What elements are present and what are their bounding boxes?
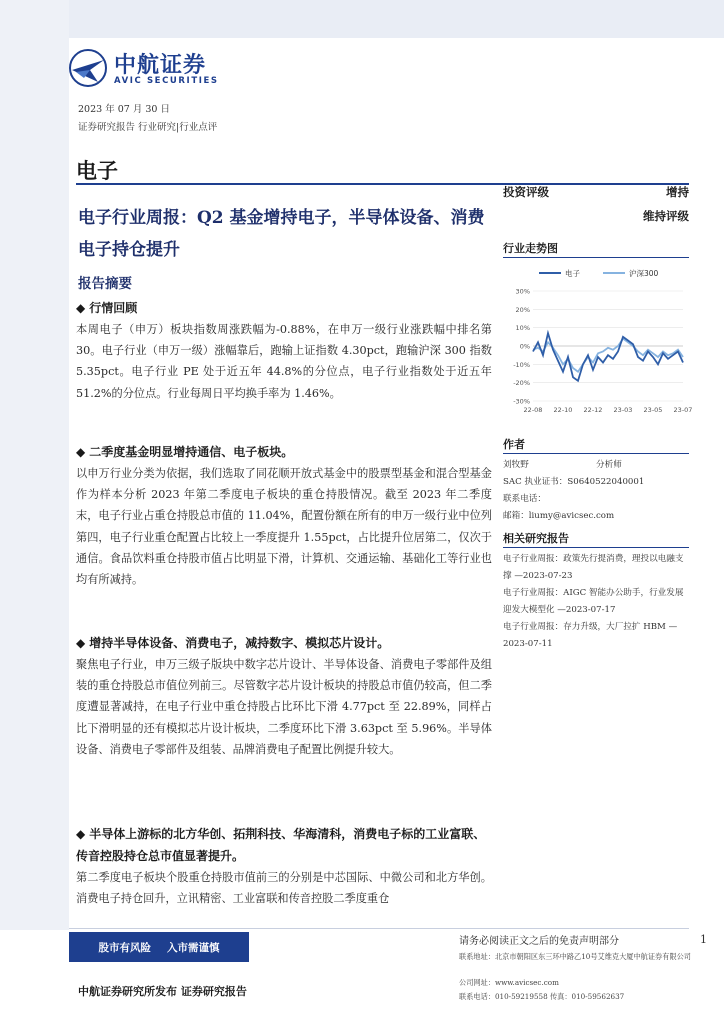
y-tick-label: 30% [515, 287, 530, 296]
y-tick-label: 20% [515, 305, 530, 314]
author-divider [503, 453, 689, 454]
caution-tag: 入市需谨慎 [167, 941, 220, 954]
bullet-text: 二季度基金明显增持通信、电子板块。 [89, 445, 294, 459]
author-name: 刘牧野 [503, 460, 529, 470]
avic-logo-icon [68, 48, 108, 88]
related-report-item[interactable]: 电子行业周报：AIGC 智能办公助手，行业发展迎发大模型化 —2023-07-17 [503, 588, 684, 615]
y-tick-label: 0% [519, 342, 530, 351]
left-margin-bottom [0, 930, 69, 1024]
rating-label: 投资评级 [503, 185, 549, 199]
publisher-footer: 中航证券研究所发布 证券研究报告 [78, 985, 247, 998]
section-bullet [76, 632, 492, 654]
related-title: 相关研究报告 [503, 532, 569, 545]
diamond-icon: ◆ [76, 827, 86, 841]
section-subsector-changes [76, 632, 492, 760]
trend-divider [503, 257, 689, 258]
y-tick-label: -10% [513, 360, 530, 369]
y-tick-label: 10% [515, 324, 530, 333]
section-bullet [76, 823, 492, 867]
chart-legend [539, 268, 659, 278]
section-bullet [76, 297, 492, 319]
left-margin-band [0, 0, 69, 1024]
abstract-heading: 报告摘要 [78, 276, 132, 292]
y-tick-label: -20% [513, 379, 530, 388]
trend-chart [503, 263, 693, 423]
section-paragraph: 聚焦电子行业，申万三级子版块中数字芯片设计、半导体设备、消费电子零部件及组装的重仓持股总市值位列前三。尽管数字芯片设计板块的持股总市值仍较高，但二季度遭显著减持，在电子行业中重仓持股占比环比下滑 4.77pct 至 22.89%，同样占比下滑明显的还有模拟芯片设计板块，二季度环比下滑 3.63pct 至 5.96%。半导体设备、消费电子零部件及组装、品牌消费电子配置比例提升较大。 [76, 658, 492, 756]
sector-heading: 电子 [76, 158, 118, 183]
contact-address: 联系地址：北京市朝阳区东三环中路乙10号艾维克大厦中航证券有限公司 [459, 952, 691, 961]
section-paragraph: 本周电子（申万）板块指数周涨跌幅为-0.88%，在申万一级行业涨跌幅中排名第 30。电子行业（申万一级）涨幅靠后，跑输上证指数 4.30pct，跑输沪深 300 指数 5.35pct。电子行业 PE 处于近五年 44.8%的分位点，电子行业指数处于近五年 51.2%的分位点。行业每周日平均换手率为 1.46%。 [76, 323, 492, 400]
x-tick-label: 22-12 [583, 406, 603, 414]
bullet-text: 半导体上游标的北方华创、拓荆科技、华海清科，消费电子标的工业富联、传音控股持仓总市值显著提升。 [76, 827, 486, 863]
rating-maintained: 维持评级 [643, 209, 689, 223]
trend-chart-svg [503, 263, 693, 423]
trend-chart-title: 行业走势图 [503, 242, 558, 255]
legend-label-csi300: 沪深300 [629, 269, 659, 278]
sector-divider [76, 183, 689, 185]
company-logo [68, 48, 238, 90]
section-top-stocks [76, 823, 492, 909]
report-title: 电子行业周报：Q2 基金增持电子，半导体设备、消费电子持仓提升 [78, 208, 485, 260]
author-role: 分析师 [596, 460, 622, 470]
diamond-icon: ◆ [76, 301, 86, 315]
report-date: 2023 年 07 月 30 日 [78, 104, 170, 115]
company-website[interactable]: 公司网址：www.avicsec.com [459, 978, 559, 987]
top-header-band [69, 0, 724, 38]
section-fund-holdings [76, 441, 492, 590]
section-bullet [76, 441, 492, 463]
diamond-icon: ◆ [76, 445, 86, 459]
author-phone: 联系电话： [503, 494, 546, 504]
related-divider [503, 547, 689, 548]
author-title: 作者 [503, 438, 525, 451]
author-email[interactable]: 邮箱：liumy@avicsec.com [503, 511, 615, 521]
diamond-icon: ◆ [76, 636, 86, 650]
x-tick-label: 23-03 [613, 406, 633, 414]
x-tick-label: 23-07 [673, 406, 693, 414]
section-paragraph: 以申万行业分类为依据，我们选取了同花顺开放式基金中的股票型基金和混合型基金作为样本分析 2023 年第二季度电子板块的重仓持股情况。截至 2023 年二季度末，电子行业占重仓持股总市值的 11.04%，配置份额在所有的申万一级行业中位列第四，电子行业重仓配置占比较上一季度提升 1.55pct，占比提升位居第二，仅次于通信。食品饮料重仓持股市值占比明显下滑，计算机、交通运输、基础化工等行业也均有所减持。 [76, 467, 492, 587]
logo-english-text: AVIC SECURITIES [114, 76, 219, 86]
section-market-review [76, 297, 492, 404]
disclaimer-text: 请务必阅读正文之后的免责声明部分 [459, 936, 619, 947]
x-tick-label: 22-10 [553, 406, 573, 414]
bullet-text: 增持半导体设备、消费电子，减持数字、模拟芯片设计。 [89, 636, 390, 650]
rating-value: 增持 [666, 185, 689, 199]
risk-warning-bar [69, 932, 249, 962]
series-line-electronics [533, 333, 683, 381]
contact-phone-fax: 联系电话：010-59219558 传真：010-59562637 [459, 992, 625, 1001]
report-type: 证券研究报告 行业研究|行业点评 [78, 122, 218, 133]
author-sac: SAC 执业证书：S0640522040001 [503, 477, 645, 487]
risk-tag: 股市有风险 [98, 941, 151, 954]
x-tick-label: 22-08 [523, 406, 543, 414]
y-tick-label: -30% [513, 397, 530, 406]
logo-chinese-text: 中航证券 [114, 53, 207, 78]
related-report-item[interactable]: 电子行业周报：存力升级，大厂拉扩 HBM —2023-07-11 [503, 622, 678, 649]
legend-label-electronics: 电子 [565, 269, 580, 278]
x-tick-label: 23-05 [643, 406, 663, 414]
bullet-text: 行情回顾 [89, 301, 138, 315]
section-paragraph: 第二季度电子板块个股重仓持股市值前三的分别是中芯国际、中微公司和北方华创。消费电子持仓回升，立讯精密、工业富联和传音控股二季度重仓 [76, 871, 492, 906]
footer-divider [69, 928, 689, 929]
related-report-item[interactable]: 电子行业周报：政策先行提消费，理投以电融支撑 —2023-07-23 [503, 554, 684, 581]
page-number: 1 [700, 933, 707, 946]
